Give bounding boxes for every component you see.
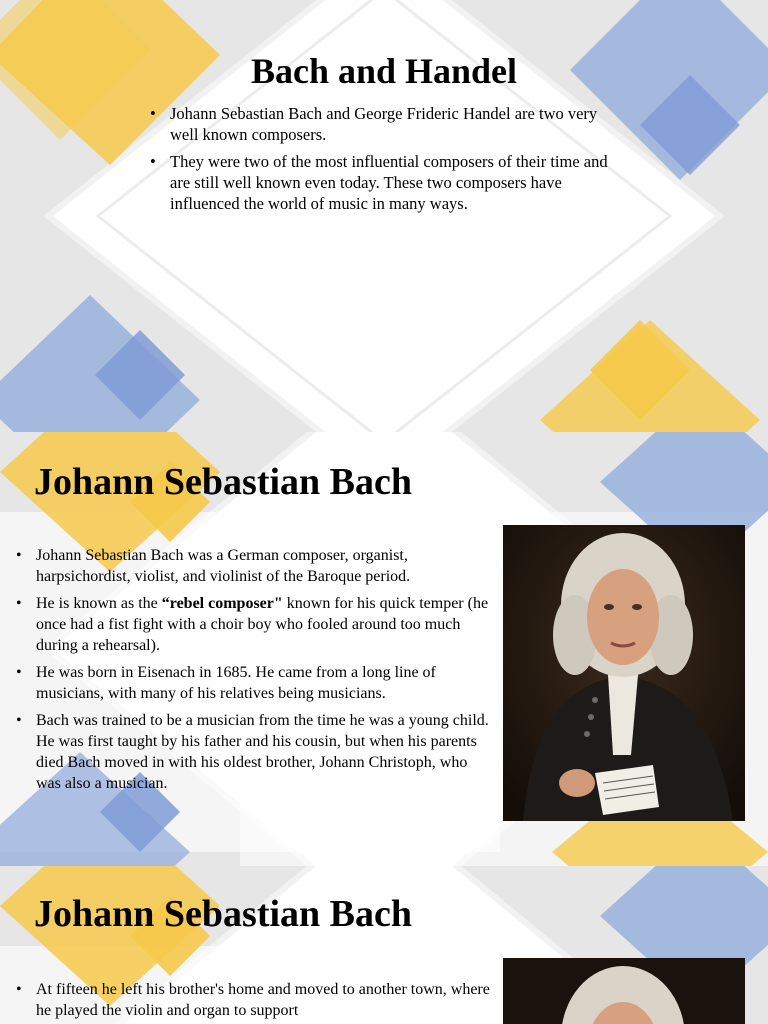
bullet-list <box>148 103 618 220</box>
bullet-item: • He was born in Eisenach in 1685. He came from a long line of musicians, with many of his relatives being musicians. <box>14 662 492 704</box>
bullet-item: • At fifteen he left his brother's home and moved to another town, where he played the violin and organ to support <box>14 979 492 1021</box>
bach-portrait <box>503 525 745 821</box>
slide-title: Johann Sebastian Bach <box>34 893 413 935</box>
bullet-emphasis: “rebel composer" <box>161 595 283 612</box>
bullet-text: He is known as the <box>36 595 162 612</box>
bullet-item: • Johann Sebastian Bach was a German composer, organist, harpsichordist, violist, and violinist of the Baroque period. <box>14 545 492 587</box>
portrait-painting <box>503 958 745 1024</box>
slide-johann-sebastian-bach <box>0 432 768 866</box>
bullet-item <box>14 593 492 656</box>
slide-bach-and-handel <box>0 0 768 432</box>
bullet-item: • They were two of the most influential composers of their time and are still well known even today. These two composers have influenced the world of music in many ways. <box>148 151 618 214</box>
portrait-painting <box>503 525 745 821</box>
slide-johann-sebastian-bach-continued <box>0 866 768 1024</box>
bullet-list <box>14 545 492 800</box>
bullet-item: • Johann Sebastian Bach and George Frideric Handel are two very well known composers. <box>148 103 618 145</box>
bach-portrait <box>503 958 745 1024</box>
bullet-text: known for his quick temper (he once had a fist fight with a choir boy who fooled around too much during a rehearsal). <box>36 595 489 654</box>
slide-title: Johann Sebastian Bach <box>34 461 413 503</box>
slide-title: Bach and Handel <box>250 51 518 91</box>
bullet-list <box>14 979 492 1024</box>
bullet-item: • Bach was trained to be a musician from the time he was a young child. He was first taught by his father and his cousin, but when his parents died Bach moved in with his oldest brother, Johann Christoph, who was also a musician. <box>14 710 492 794</box>
